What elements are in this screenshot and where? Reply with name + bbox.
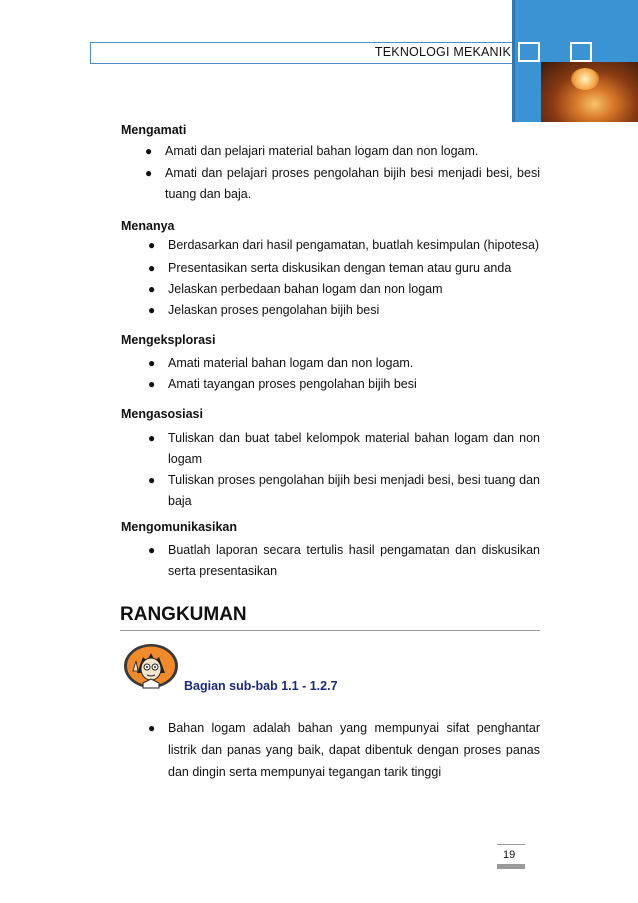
list-item: ● Tuliskan dan buat tabel kelompok material bahan logam dan non logam — [168, 428, 540, 470]
corner-divider — [512, 0, 515, 122]
bullet-dot-icon: ● — [148, 238, 156, 252]
list-item: ● Amati material bahan logam dan non logam. — [168, 353, 540, 374]
bullet-dot-icon: ● — [148, 473, 156, 487]
section-heading-mengeksplorasi: Mengeksplorasi — [121, 333, 216, 347]
page-number-rule — [497, 844, 525, 845]
bullet-dot-icon: ● — [145, 166, 153, 180]
section-heading-menanya: Menanya — [121, 219, 175, 233]
section-heading-mengamati: Mengamati — [121, 123, 187, 137]
bullet-dot-icon: ● — [148, 377, 156, 391]
furnace-photo — [541, 62, 638, 122]
bullet-dot-icon: ● — [148, 356, 156, 370]
bullet-dot-icon: ● — [148, 261, 156, 275]
list-item: ● Amati dan pelajari proses pengolahan bijih besi menjadi besi, besi tuang dan baja. — [165, 163, 540, 205]
list-item: ● Jelaskan proses pengolahan bijih besi — [168, 300, 540, 321]
professor-avatar-icon — [123, 643, 179, 689]
list-item: ● Jelaskan perbedaan bahan logam dan non logam — [168, 279, 540, 300]
header-title: TEKNOLOGI MEKANIK — [374, 45, 511, 59]
summary-divider — [120, 630, 540, 631]
summary-title: RANGKUMAN — [120, 604, 247, 625]
list-item: ● Amati tayangan proses pengolahan bijih besi — [168, 374, 540, 395]
section-heading-mengomunikasikan: Mengomunikasikan — [121, 520, 237, 534]
bullet-dot-icon: ● — [148, 431, 156, 445]
page-number-bar — [497, 864, 525, 869]
summary-subsection-label: Bagian sub-bab 1.1 - 1.2.7 — [184, 679, 338, 693]
list-item: ● Tuliskan proses pengolahan bijih besi menjadi besi, besi tuang dan baja — [168, 470, 540, 512]
corner-square-icon — [518, 42, 540, 62]
bullet-dot-icon: ● — [148, 721, 156, 735]
list-item: ● Presentasikan serta diskusikan dengan teman atau guru anda — [168, 258, 540, 279]
section-heading-mengasosiasi: Mengasosiasi — [121, 407, 203, 421]
list-item: ● Buatlah laporan secara tertulis hasil pengamatan dan diskusikan serta presentasikan — [168, 540, 540, 582]
corner-square-icon — [570, 42, 592, 62]
list-item: ● Bahan logam adalah bahan yang mempunyai sifat penghantar listrik dan panas yang baik, dapat dibentuk dengan proses panas dan dingin serta mempunyai tegangan tarik tinggi — [168, 717, 540, 783]
page-number: 19 — [503, 849, 516, 861]
list-item: ● Berdasarkan dari hasil pengamatan, buatlah kesimpulan (hipotesa) — [168, 235, 540, 256]
header-bar — [90, 42, 542, 64]
bullet-dot-icon: ● — [145, 144, 153, 158]
bullet-dot-icon: ● — [148, 543, 156, 557]
bullet-dot-icon: ● — [148, 303, 156, 317]
bullet-dot-icon: ● — [148, 282, 156, 296]
list-item: ● Amati dan pelajari material bahan logam dan non logam. — [165, 141, 540, 162]
